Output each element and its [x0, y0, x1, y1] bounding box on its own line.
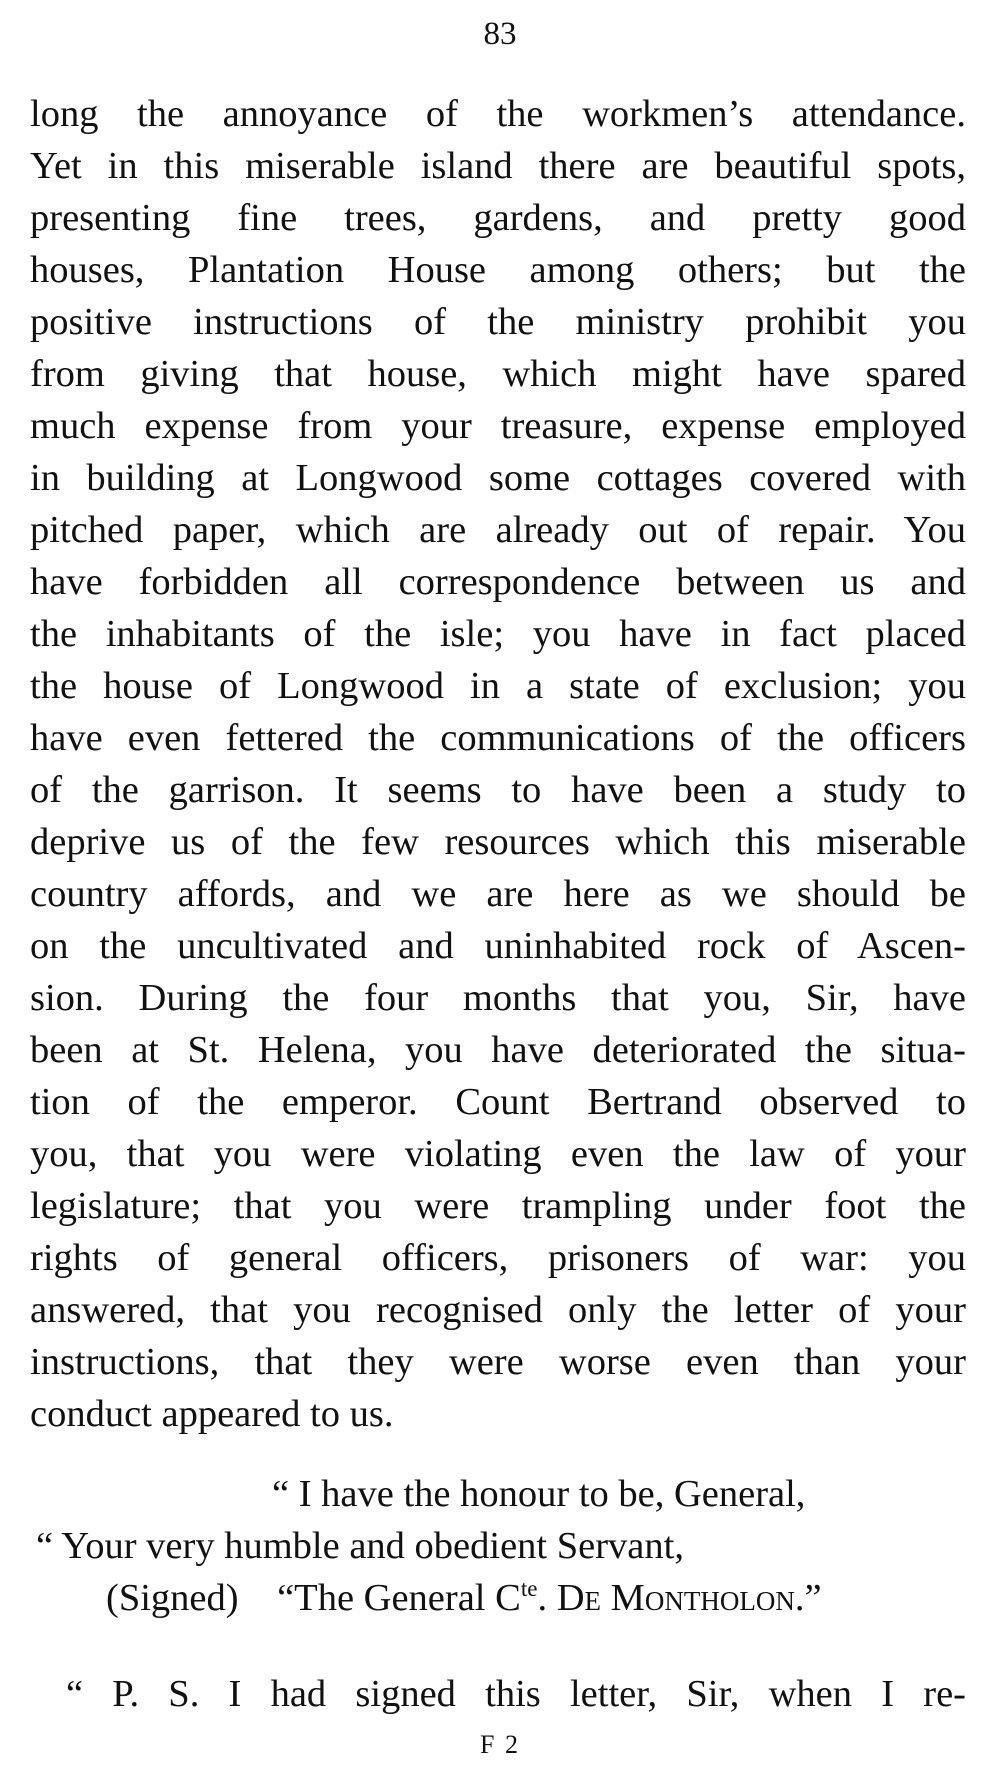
body-line: have even fettered the communications of the officers	[30, 717, 966, 759]
body-line: answered, that you recognised only the letter of your	[30, 1289, 966, 1331]
body-line: been at St. Helena, you have deteriorated the situa-	[30, 1029, 966, 1071]
body-line: from giving that house, which might have spared	[30, 353, 966, 395]
body-line: pitched paper, which are already out of repair. You	[30, 509, 966, 551]
signature-name-first: . De	[537, 1577, 611, 1619]
signature-superscript: te	[520, 1575, 538, 1602]
body-line: tion of the emperor. Count Bertrand observed to	[30, 1081, 966, 1123]
body-line: presenting fine trees, gardens, and pretty good	[30, 197, 966, 239]
body-line: instructions, that they were worse even than your	[30, 1341, 966, 1383]
body-line: legislature; that you were trampling under foot the	[30, 1185, 966, 1227]
letter-body	[30, 88, 966, 1440]
body-line: conduct appeared to us.	[30, 1393, 394, 1435]
signature-name-last: Montholon.”	[610, 1577, 822, 1619]
closing-servant-line: “ Your very humble and obedient Servant,	[36, 1525, 684, 1567]
body-line: of the garrison. It seems to have been a study to	[30, 769, 966, 811]
body-line: much expense from your treasure, expense employed	[30, 405, 966, 447]
body-line: positive instructions of the ministry prohibit you	[30, 301, 966, 343]
body-line: long the annoyance of the workmen’s attendance.	[30, 93, 966, 135]
body-line: you, that you were violating even the law of your	[30, 1133, 966, 1175]
signature-prefix: “The General C	[277, 1577, 521, 1619]
body-line: the inhabitants of the isle; you have in fact placed	[30, 613, 966, 655]
body-line: in building at Longwood some cottages covered with	[30, 457, 966, 499]
postscript-line: “ P. S. I had signed this letter, Sir, when I re-	[66, 1673, 966, 1715]
signed-label: (Signed)	[106, 1577, 239, 1619]
page-number: 83	[483, 16, 517, 52]
printer-signature-mark: F 2	[480, 1730, 520, 1759]
body-line: deprive us of the few resources which this miserable	[30, 821, 966, 863]
body-line: on the uncultivated and uninhabited rock of Ascen-	[30, 925, 966, 967]
body-line: have forbidden all correspondence between us and	[30, 561, 966, 603]
body-line: rights of general officers, prisoners of war: you	[30, 1237, 966, 1279]
closing-salutation: “ I have the honour to be, General,	[272, 1473, 806, 1515]
body-line: houses, Plantation House among others; but the	[30, 249, 966, 291]
body-line: country affords, and we are here as we should be	[30, 873, 966, 915]
body-line: the house of Longwood in a state of exclusion; you	[30, 665, 966, 707]
body-line: Yet in this miserable island there are beautiful spots,	[30, 145, 966, 187]
signature-line	[106, 1572, 1000, 1624]
body-line: sion. During the four months that you, Sir, have	[30, 977, 966, 1019]
